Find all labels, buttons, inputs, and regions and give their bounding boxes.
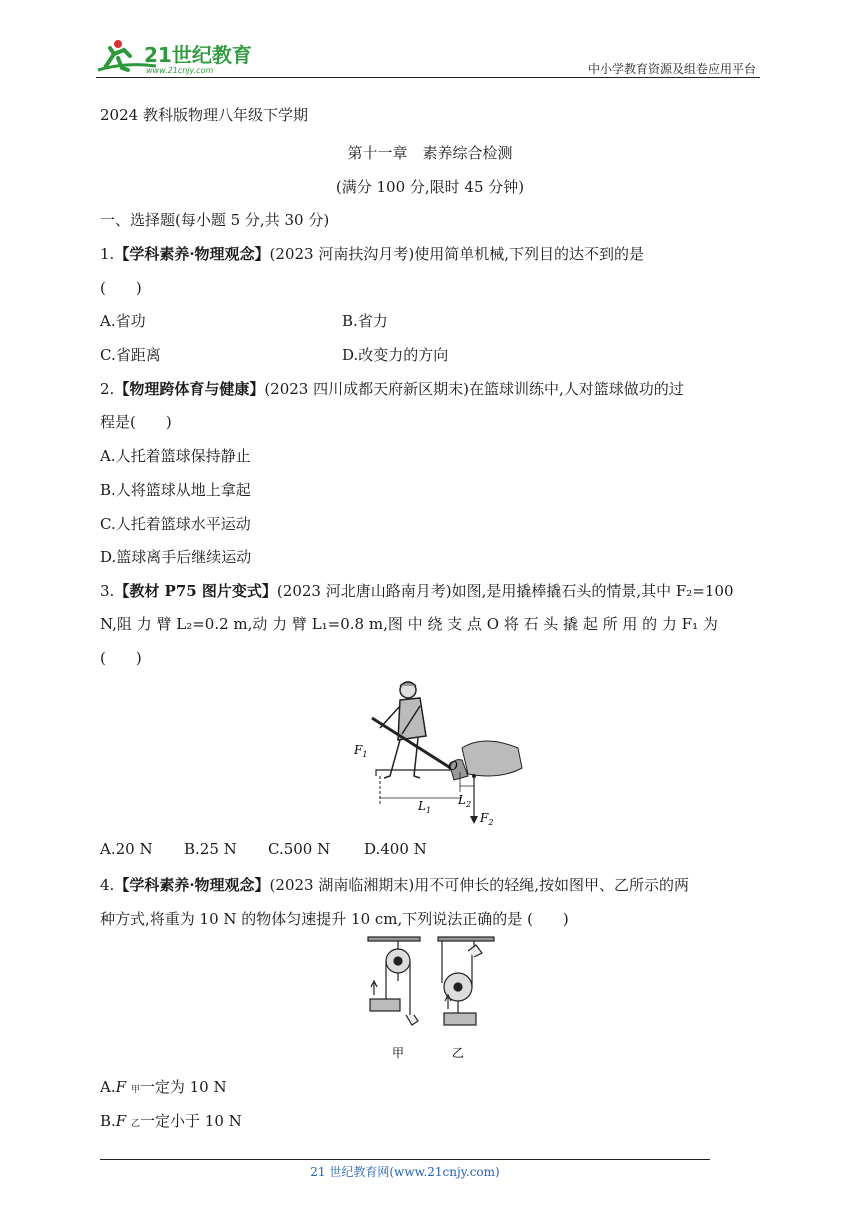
option-b: B.F 乙一定小于 10 N <box>100 1112 242 1130</box>
option-a: A.人托着篮球保持静止 <box>100 447 251 465</box>
question-source: (2023 湖南临湘期末) <box>269 876 415 894</box>
option-c: C.人托着篮球水平运动 <box>100 515 251 533</box>
question-3-stem <box>100 580 734 601</box>
question-text: 如图,是用撬棒撬石头的情景,其中 F₂=100 <box>451 582 734 600</box>
question-2-stem-cont: 程是( ) <box>100 413 172 431</box>
question-number: 1. <box>100 245 115 263</box>
worker-illustration <box>380 682 426 778</box>
f2-arrowhead <box>470 816 478 824</box>
question-tag: 【教材 P75 图片变式】 <box>114 582 277 600</box>
pulley-figure <box>362 935 502 1065</box>
question-2-stem <box>100 378 684 399</box>
option-a: A.20 N <box>100 840 153 858</box>
pulley-yi-diagram <box>438 937 494 1025</box>
option-b: B.人将篮球从地上拿起 <box>100 481 251 499</box>
option-d: D.改变力的方向 <box>342 346 449 364</box>
question-tag: 【学科素养·物理观念】 <box>114 245 270 263</box>
question-3-stem-cont: N,阻 力 臂 L₂=0.2 m,动 力 臂 L₁=0.8 m,图 中 绕 支 点 O 将 石 头 撬 起 所 用 的 力 F₁ 为 <box>100 615 718 633</box>
o-label: O <box>448 759 458 773</box>
footer-link[interactable]: 21 世纪教育网(www.21cnjy.com) <box>310 1165 500 1179</box>
header-platform-text: 中小学教育资源及组卷应用平台 <box>587 62 756 76</box>
question-source: (2023 四川成都天府新区期末) <box>264 380 469 398</box>
question-text: 在篮球训练中,人对篮球做功的过 <box>468 380 684 398</box>
label-yi: 乙 <box>452 1046 465 1060</box>
question-1-blank: ( ) <box>100 279 142 297</box>
option-c: C.500 N <box>268 840 331 858</box>
l2-label: $L_2$ <box>458 793 472 809</box>
label-jia: 甲 <box>392 1046 405 1060</box>
rock <box>462 741 522 776</box>
question-4-stem-cont: 种方式,将重为 10 N 的物体匀速提升 10 cm,下列说法正确的是 ( ) <box>100 910 569 928</box>
option-b: B.25 N <box>184 840 237 858</box>
question-tag: 【学科素养·物理观念】 <box>114 876 270 894</box>
question-1-stem <box>100 243 644 264</box>
question-text: 用不可伸长的轻绳,按如图甲、乙所示的两 <box>414 876 689 894</box>
question-source: (2023 河南扶沟月考) <box>269 245 415 263</box>
question-number: 2. <box>100 380 115 398</box>
site-logo <box>96 36 266 76</box>
subject-line: 2024 教科版物理八年级下学期 <box>100 106 308 124</box>
l1-label: $L_1$ <box>418 799 432 815</box>
lever-figure <box>350 676 530 826</box>
score-note: (满分 100 分,限时 45 分钟) <box>335 178 525 196</box>
question-4-stem <box>100 874 689 895</box>
question-number: 3. <box>100 582 115 600</box>
question-number: 4. <box>100 876 115 894</box>
f2-label: $F_2$ <box>480 811 494 826</box>
option-a: A.省功 <box>100 312 146 330</box>
option-c: C.省距离 <box>100 346 161 364</box>
section-heading: 一、选择题(每小题 5 分,共 30 分) <box>100 211 330 229</box>
question-tag: 【物理跨体育与健康】 <box>114 380 265 398</box>
option-d: D.篮球离手后继续运动 <box>100 548 252 566</box>
footer-divider <box>100 1159 710 1160</box>
option-a: A.F 甲一定为 10 N <box>100 1078 227 1096</box>
chapter-title: 第十一章 素养综合检测 <box>347 144 513 162</box>
force-point <box>472 774 476 778</box>
question-3-blank: ( ) <box>100 649 142 667</box>
question-text: 使用简单机械,下列目的达不到的是 <box>414 245 644 263</box>
question-source: (2023 河北唐山路南月考) <box>276 582 452 600</box>
pulley-jia-diagram <box>368 937 420 1025</box>
option-d: D.400 N <box>364 840 427 858</box>
option-b: B.省力 <box>342 312 388 330</box>
logo-text: 21世纪教育 <box>144 43 252 67</box>
logo-url: www.21cnjy.com <box>146 66 214 75</box>
f1-label: $F_1$ <box>354 743 368 759</box>
header-divider <box>96 77 760 78</box>
